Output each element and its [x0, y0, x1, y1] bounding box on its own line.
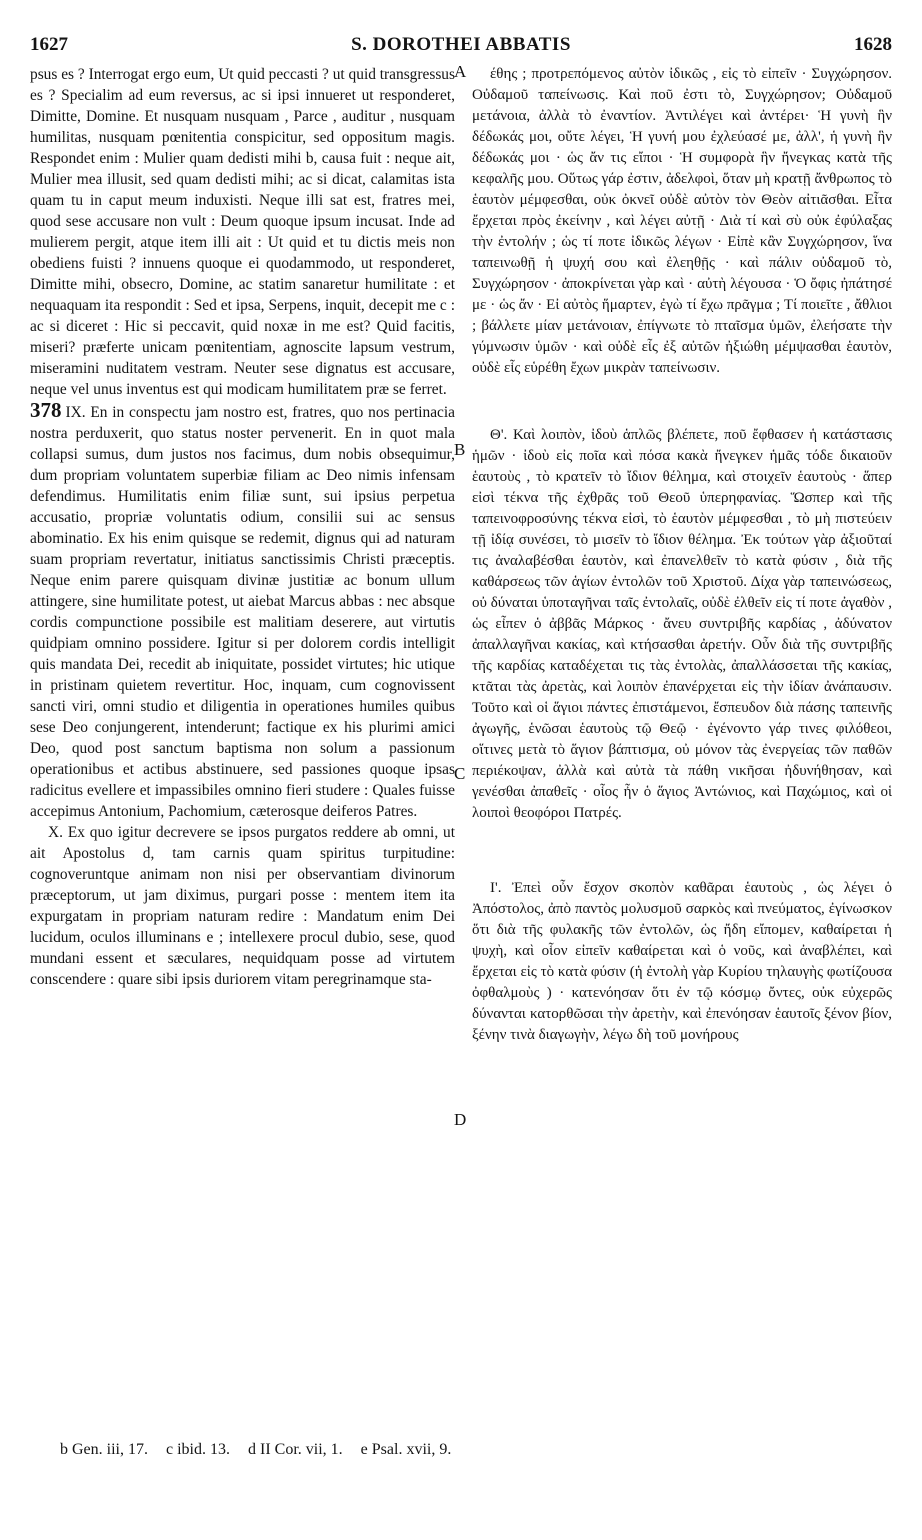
footnotes: [60, 1441, 892, 1459]
latin-paragraph: [30, 400, 455, 822]
footnote: d II Cor. vii, 1.: [248, 1441, 343, 1458]
greek-paragraph: Ι'. Ἐπεὶ οὖν ἔσχον σκοπὸν καθᾶραι ἑαυτοὺς , ὡς λέγει ὁ Ἀπόστολος, ἀπὸ παντὸς μολυσμοῦ σαρκὸς καὶ πνεύματος, ἐγίνωσκον ὅτι διὰ τῆς φυλακῆς τῶν ἐντολῶν, ὡς ἤδη εἴπομεν, καθαίρεται ἡ ψυχὴ, καὶ οἷον εἰπεῖν καθαίρεται καὶ ὁ νοῦς, καὶ ἀναβλέπει, καὶ ἔρχεται εἰς τὸ κατὰ φύσιν (ἡ ἐντολὴ γὰρ Κυρίου τηλαυγὴς φωτίζουσα ὀφθαλμοὺς ) · κατενόησαν ὅτι ἐν τῷ κόσμῳ ὄντες, οὐκ εὐχερῶς δύνανται κατορθῶσαι τὴν ἀρετὴν, καὶ ἐπενόησαν ἑαυτοῖς ξένον βίον, ξένην τινὰ διαγωγὴν, λέγω δὴ τοῦ μονήρους: [472, 880, 892, 1043]
footnote: e Psal. xvii, 9.: [360, 1441, 452, 1458]
latin-paragraph: psus es ? Interrogat ergo eum, Ut quid peccasti ? ut quid transgressus es ? Specialim ad eum reversus, ac si ipsi innueret ut responderet, Dimitte, Domine. Et nusquam nusquam , Parce , auditur , nusquam humilitas, nusquam pœnitentia conspicitur, sed oppositum magis. Respondet enim : Mulier quam dedisti mihi b, causa fuit : neque ait, Mulier mea illusit, sed quam dedisti mihi; ac si dicat, calamitas ista quam tu in caput meum induxisti. Neque illi sat est, fratres mei, quod sese accusare non vult : Deum quoque ipsum incusat. Inde ad mulierem pergit, atque item illi ait : Ut quid et tu dictis meis non obediens fuisti ? innuens quoque ei quodammodo, ut responderet, Dimitte mihi, obsecro, Domine, ac statim sanaretur humilitate : et nequaquam ita respondit : Sed et ipsa, Serpens, inquit, decepit me c : ac si diceret : Hic si peccavit, quid noxæ in me est? Quid facitis, miseri? præferte unicam pœnitentiam, agnoscite lapsum vestrum, miseramini nuditatem vestram. Neuter sese dignatus est accusare, neque vel unus inventus est qui modicam humilitatem præ se ferret.: [30, 66, 455, 398]
margin-letter-c: C: [454, 764, 466, 783]
greek-column: [472, 64, 892, 1046]
right-page-number: 1628: [854, 34, 892, 55]
running-title: S. DOROTHEI ABBATIS: [351, 34, 571, 55]
latin-column: [30, 64, 455, 990]
left-page-number: 1627: [30, 34, 68, 55]
greek-paragraph: έθης ; προτρεπόμενος αὐτὸν ἰδικῶς , εἰς τὸ εἰπεῖν · Συγχώρησον. Οὐδαμοῦ ταπείνωσις. Καὶ ποῦ ἐστι τὸ, Συγχώρησον; Οὐδαμοῦ μετάνοια, ἀλλὰ τὸ ἐναντίον. Ἀντιλέγει καὶ ἀντέρει· Ἡ γυνὴ ἣν δέδωκάς μοι, οὔτε λέγει, Ἡ γυνή μου ἐχλεύασέ με, ἀλλ', ἡ γυνὴ ἣν δέδωκάς μοι · ὡς ἄν τις εἴποι · Ἡ συμφορὰ ἣν ἤνεγκας κατὰ τῆς κεφαλῆς μου. Οὕτως γάρ ἐστιν, ἀδελφοὶ, ὅταν μὴ κρατῇ ἄνθρωπος τὸ ἑαυτὸν μέμφεσθαι, οὐκ ὀκνεῖ οὐδὲ αὐτὸν τὸν Θεὸν αἰτιᾶσθαι. Εἶτα ἔρχεται πρὸς ἐκείνην , καὶ λέγει αὐτῇ · Διὰ τί καὶ σὺ οὐκ ἐφύλαξας τὴν ἐντολήν ; ὡς τί ποτε ἰδικῶς λέγων · Εἰπὲ κἂν Συγχώρησον, ἵνα ταπεινωθῇ ἡ ψυχή σου καὶ ἐλεηθῇς · καὶ πάλιν οὐδαμοῦ τὸ, Συγχώρησον · ἀποκρίνεται γὰρ καὶ · αὐτὴ λέγουσα · Ὁ ὄφις ἠπάτησέ με · ὡς ἄν · Εἰ αὐτὸς ἥμαρτεν, ἐγὼ τί ἔχω πρᾶγμα ; Τί ποιεῖτε , ἄθλιοι ; βάλλετε μίαν μετάνοιαν, ἐπίγνωτε τὸ πταῖσμα ὑμῶν, ἐλεήσατε τὴν γύμνωσιν ὑμῶν · καὶ οὐδὲ εἷς ἐξ αὐτῶν ἠξιώθη μέμψασθαι ἑαυτὸν, οὐδὲ εἷς εὑρέθη ἔχων μικρὰν ταπείνωσιν.: [472, 66, 892, 376]
margin-letter-d: D: [454, 1110, 467, 1129]
footnote: b Gen. iii, 17.: [60, 1441, 148, 1458]
margin-letter-b: B: [454, 440, 466, 459]
section-number: 378: [30, 398, 62, 422]
running-header: [30, 34, 892, 64]
latin-paragraph-text: IX. En in conspectu jam nostro est, fratres, quo nos pertinacia nostra perduxerit, quo status noster pervenerit. En in quot mala collapsi sumus, dum justos nos facimus, dum nobis obsequimur, dum propriam voluntatem superbiæ filiam ac Deo nimis infensam defendimus. Humilitatis enim filiæ sunt, sui ipsius perpetua accusatio, propriæ voluntatis odium, consilii sui ac sensus abominatio. Ex his enim quisque se redemit, dignus qui ad naturam suam propriam revertatur, initiatus sanctissimis Christi præceptis. Neque enim parere quisquam divinæ justitiæ ac bonum ullum attingere, sine humilitate potest, ut aiebat Marcus abbas : nec absque cordis compunctione possibile est malitiam deserere, aut virtutis quidpiam omnino possidere. Igitur si per dolorem cordis intelligit quis mandata Dei, recedit ab iniquitate, possidet virtutes; hic utique in pristinam quietem revertitur. Hoc, inquam, cum cognovissent sancti viri, omni studio et diligentia in operationes humiles quibus sese Deo conjungerent, intenderunt; factique ex his plurimi amici Deo, quod post sanctum baptisma non solum a passionum operationibus et actibus abstinuere, sed passiones quoque ipsas radicitus evellere et impassibiles omnino fieri studere : Quales fuisse accepimus Antonium, Pachomium, cæterosque deiferos Patres.: [30, 404, 455, 820]
footnote: c ibid. 13.: [166, 1441, 230, 1458]
latin-paragraph: X. Ex quo igitur decrevere se ipsos purgatos reddere ab omni, ut ait Apostolus d, tam carnis quam spiritus turpitudine: cognoveruntque animam non nisi per observantiam divinorum præceptorum, ut jam diximus, purgari posse : mentem item ita expurgatam in propriam naturam redire : Mandatum enim Dei lucidum, oculos illuminans e ; intellexere procul dubio, sese, quod mundani essent et sæculares, nequidquam posse ad virtutem conscendere : quare sibi ipsis duriorem vitam peregrinamque sta-: [30, 824, 455, 988]
greek-paragraph: Θ'. Καὶ λοιπὸν, ἰδοὺ ἁπλῶς βλέπετε, ποῦ ἔφθασεν ἡ κατάστασις ἡμῶν · ἰδοὺ εἰς ποῖα καὶ πόσα κακὰ ἤνεγκεν ἡμᾶς τόδε δικαιοῦν ἑαυτοὺς , τὸ κρατεῖν τὸ ἴδιον θέλημα, καὶ στοιχεῖν ἑαυτοὺς · ἅπερ εἰσὶ τέκνα τῆς ἐχθρᾶς τοῦ Θεοῦ ὑπερηφανίας. Ὥσπερ καὶ τῆς ταπεινοφροσύνης τέκνα εἰσὶ, τὸ ἑαυτὸν μέμφεσθαι , τὸ μὴ πιστεύειν τῇ ἰδίᾳ συνέσει, τὸ μισεῖν τὸ ἴδιον θέλημα. Ἐκ τούτων γὰρ ἀξιοῦταί τις ἀναλαβέσθαι ἑαυτὸν, καὶ ἐπανελθεῖν τὸ κατὰ φύσιν , διὰ τῆς καθάρσεως τῶν ἁγίων ἐντολῶν τοῦ Χριστοῦ. Δίχα γὰρ ταπεινώσεως, οὐ δύναται ὑποταγῆναι ταῖς ἐντολαῖς, οὐδὲ ἐλθεῖν εἰς τί ποτε ἀγαθὸν , ὡς εἶπεν ὁ ἀββᾶς Μάρκος · ἄνευ συντριβῆς καρδίας , ἀδύνατον ἀπαλλαγῆναι κακίας, καὶ κτήσασθαι ἀρετήν. Οὖν διὰ τῆς συντριβῆς τῆς καρδίας καταδέχεται τις τὰς ἐντολὰς, ἀπαλλάσσεται τῆς κακίας, κτᾶται τὰς ἀρετὰς, καὶ λοιπὸν ἐπανέρχεται εἰς τὴν ἰδίαν ἀνάπαυσιν. Τοῦτο καὶ οἱ ἅγιοι πάντες ἐπιστάμενοι, ἔσπευδον διὰ πάσης ταπεινῆς ἀγωγῆς, ἑνῶσαι ἑαυτοὺς τῷ Θεῷ · ἐγένοντο γάρ τινες φιλόθεοι, οἵτινες μετὰ τὸ ἅγιον βάπτισμα, οὐ μόνον τὰς ἐνεργείας τῶν παθῶν περιέκοψαν, ἀλλὰ καὶ αὐτὰ τὰ πάθη νικῆσαι ἠδυνήθησαν, καὶ γενέσθαι ἀπαθεῖς · οἷος ἦν ὁ ἅγιος Ἀντώνιος, καὶ Παχώμιος, καὶ οἱ λοιποὶ θεοφόροι Πατρές.: [472, 427, 892, 821]
margin-letter-a: A: [454, 62, 467, 81]
